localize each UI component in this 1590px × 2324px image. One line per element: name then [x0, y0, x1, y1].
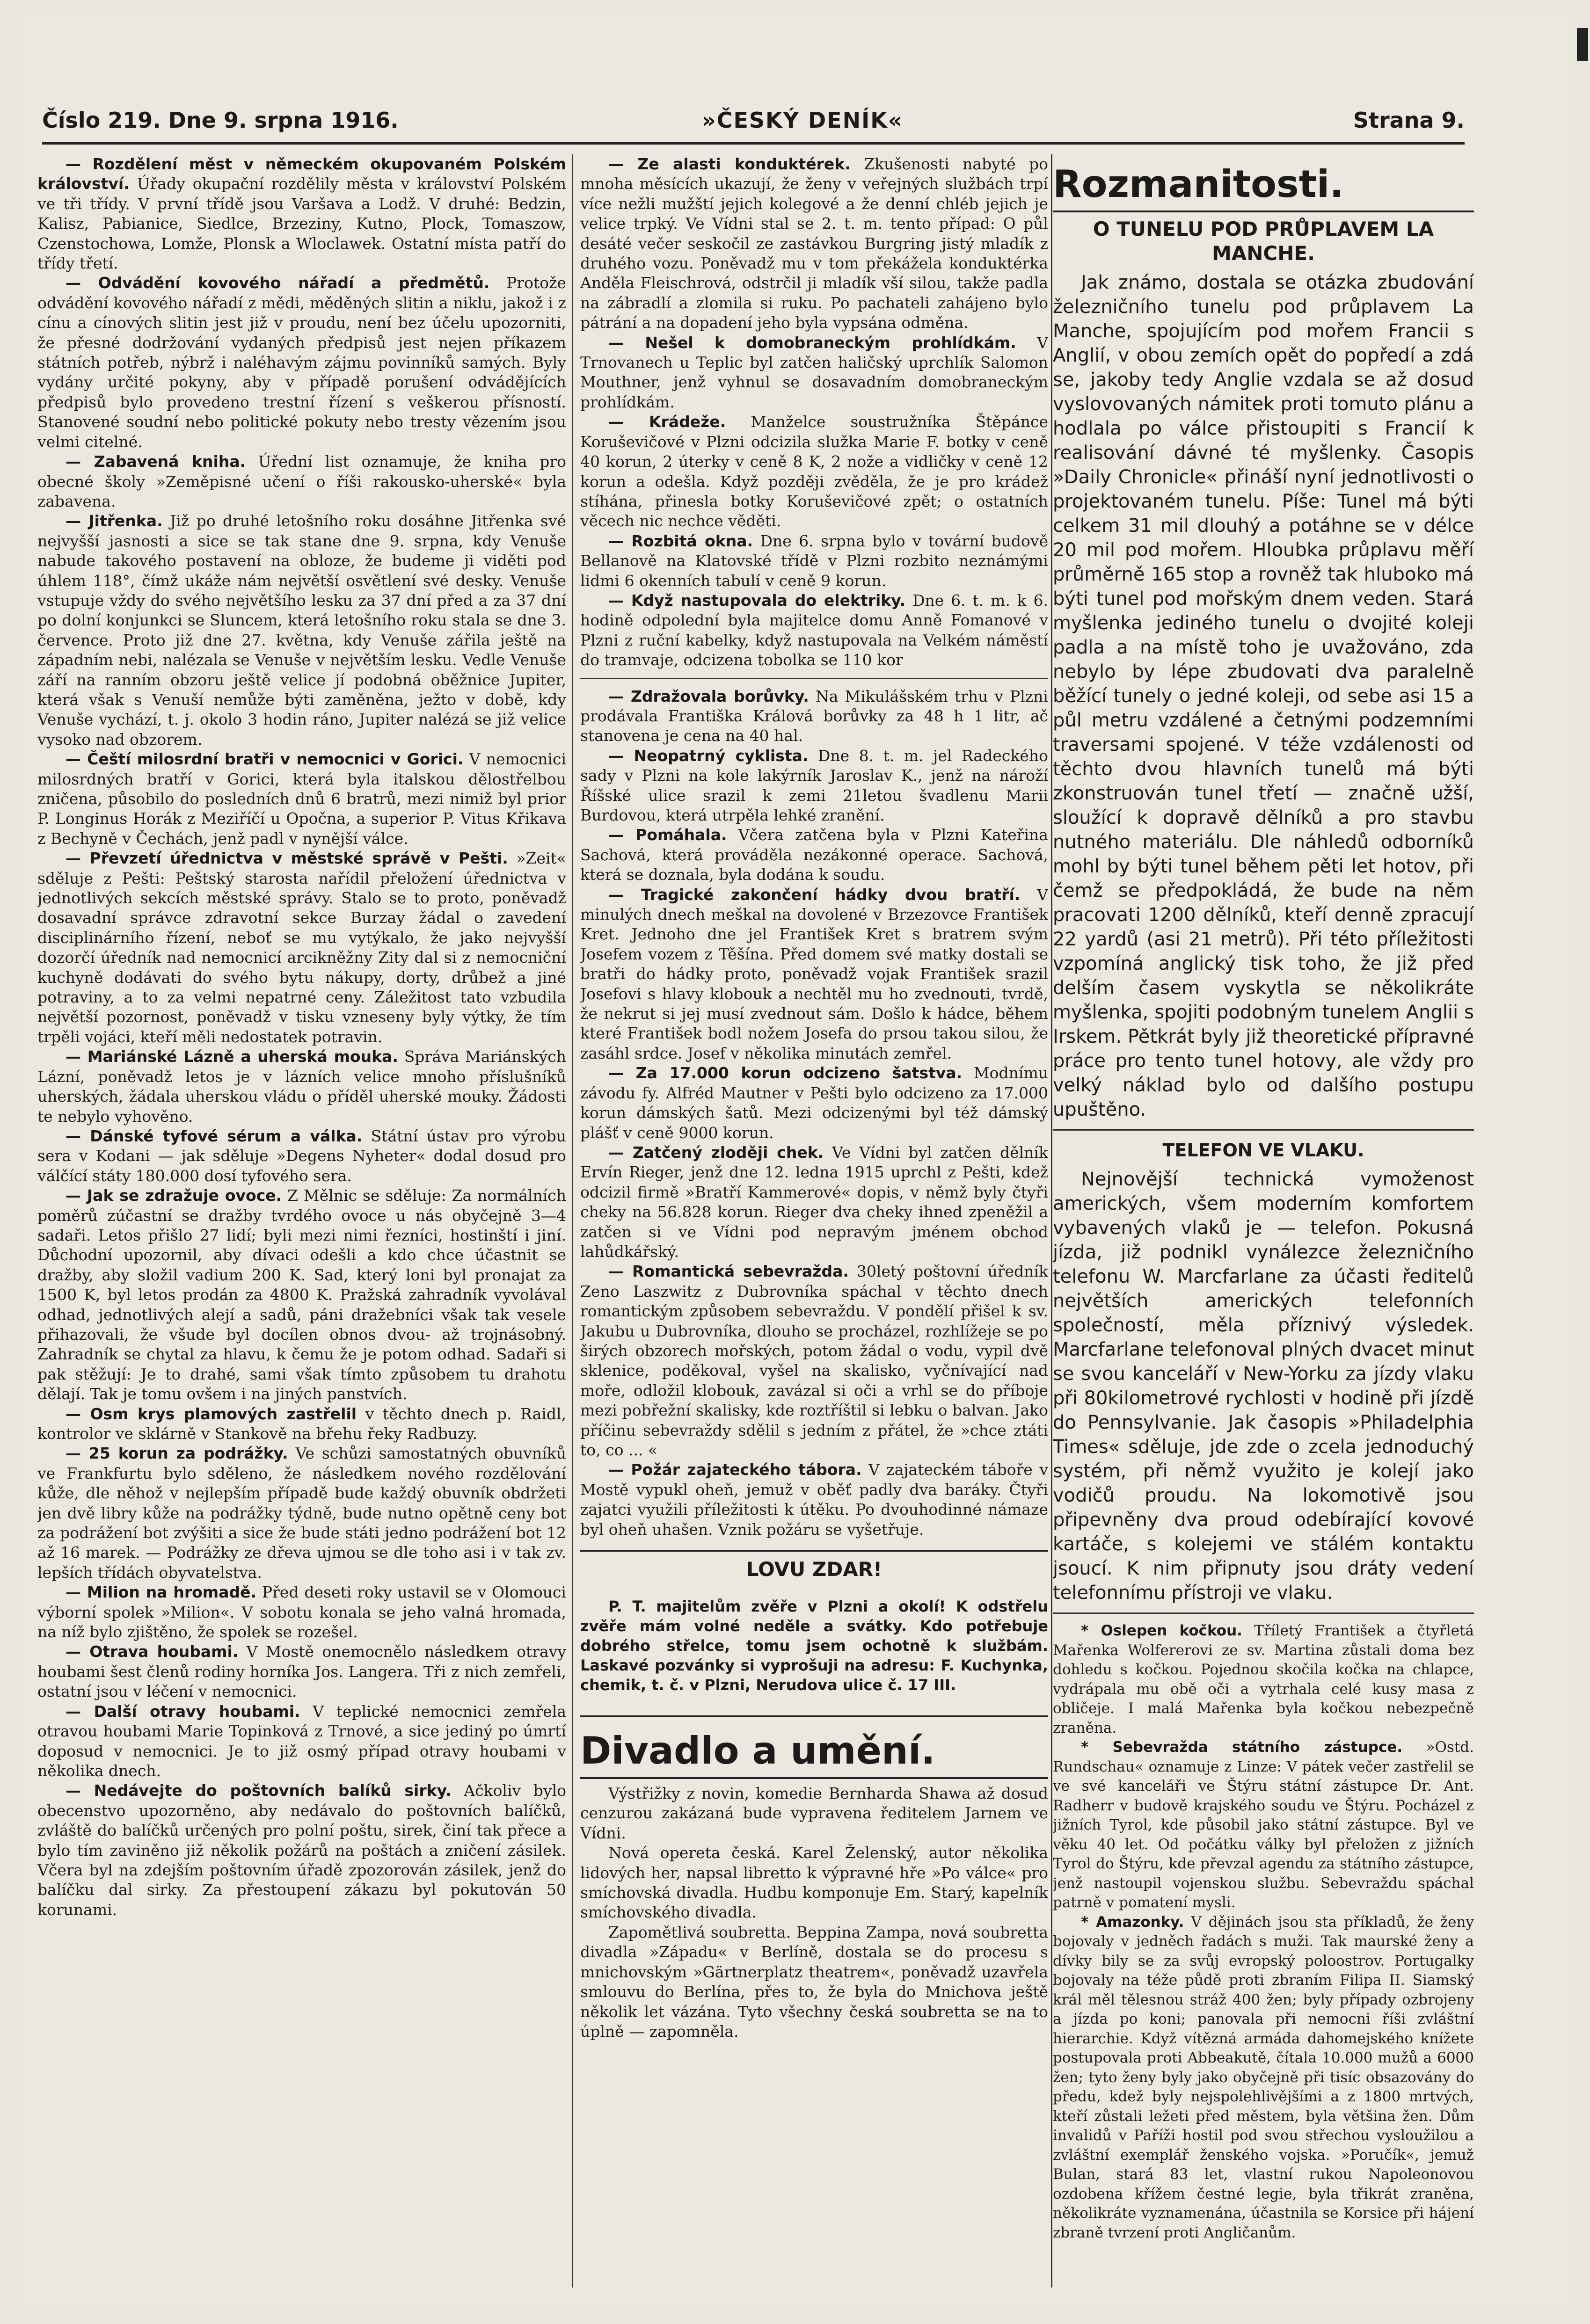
- page-header: [42, 94, 1465, 145]
- news-item-heading: — Dánské tyfové sérum a válka.: [66, 1126, 363, 1145]
- news-item: [580, 333, 1048, 413]
- news-item: [37, 1126, 566, 1186]
- news-item-heading: — Neopatrný cyklista.: [608, 746, 809, 765]
- news-item: [580, 1063, 1048, 1143]
- article-title-telephone: TELEFON VE VLAKU.: [1162, 1140, 1364, 1161]
- news-item-heading: — Osm krys plamových zastřelil: [66, 1404, 357, 1423]
- news-item-heading: — Otrava houbami.: [66, 1642, 239, 1661]
- short-news-item: [1053, 1621, 1474, 1738]
- news-item: [580, 412, 1048, 531]
- news-items-middle: [580, 154, 1048, 1540]
- news-item: [580, 825, 1048, 885]
- column-rule-2: [1051, 154, 1052, 2288]
- short-news-text: »Ostd. Rundschau« oznamuje z Linze: V pátek večer zastřelil se ve své kanceláři ve Štýru státní zástupce Dr. Ant. Radherr v budově krajského soudu ve Štýru. Pocházel z jižních Tyrol, kde působil jako státní zástupce. Byl ve věku 40 let. Od počátku války byl přeložen z jižních Tyrol do Štýru, kde převzal agendu za státního zástupce, jenž nastoupil vojenskou službu. Sebevraždu spáchal patrně v pomatení mysli.: [1053, 1739, 1474, 1911]
- news-item-heading: — Pomáhala.: [608, 826, 727, 844]
- article-divider: [1053, 1129, 1474, 1131]
- news-item-text: Na Mikulášském trhu v Plzni prodávala Františka Králová borůvky za 48 h 1 litr, ač stanovena je cena na 40 hal.: [580, 687, 1048, 745]
- short-news-heading: * Amazonky.: [1081, 1913, 1184, 1931]
- issue-date: Číslo 219. Dne 9. srpna 1916.: [42, 108, 399, 133]
- short-news-text: Tříletý František a čtyřletá Mařenka Wolfererovi ze sv. Martina zůstali doma bez dohledu s kočkou. Pojednou skočila kočka na chlapce, vydrápala mu obě oči a vytrhala celé kusy masa z obličeje. I malá Mařenka byla kočkou nebezpečně zraněna.: [1053, 1622, 1474, 1736]
- news-divider: [580, 678, 1048, 679]
- news-item: [37, 1642, 566, 1701]
- news-item: [37, 1404, 566, 1444]
- news-item-text: Manželce soustružníka Štěpánce Koruševičové v Plzni odcizila služka Marie F. botky v ceně 40 korun, 2 úterky v ceně 8 K, 2 nože a vidličky v ceně 12 korun a odešla. Když později zvěděla, že je pro krádež stíhána, přinesla botky Koruševičové zpět; o ostatních věcech nic nechce věděti.: [580, 413, 1048, 530]
- news-item: [37, 511, 566, 749]
- section-title-miscellany: Rozmanitosti.: [1053, 161, 1474, 212]
- news-item: [37, 749, 566, 849]
- news-item-heading: — Když nastupovala do elektriky.: [608, 591, 906, 610]
- article-body-telephone: Nejnovější technická vymoženost amerických, všem moderním komfortem vybavených vlaků je — telefon. Pokusná jízda, již podnikl vynálezce železničního telefonu W. Marcfarlane za účasti ředitelů největších amerických telefonních společností, měla příznivý výsledek. Marcfarlane telefonoval plných dvacet minut se svou kanceláří v New-Yorku za jízdy vlaku při 80kilometrové rychlosti v hodině při jízdě do Pennsylvanie. Jak časopis »Philadelphia Times« sděluje, jde zde o zcela jednoduchý systém, při němž využito je kolejí jako vodičů proudu. Na lokomotivě jsou připevněny dva proud odebírající kovové kartáče, s kolejemi ve stálém kontaktu jsoucí. K nim připnuty jsou dráty vedení telefonnímu přístroji ve vlaku.: [1053, 1169, 1474, 1604]
- column-rule-1: [572, 154, 573, 2288]
- news-item-text: Dne 8. t. m. jel Radeckého sady v Plzni na kole lakýrník Jaroslav K., jenž na nároží Říšské ulice srazil k zemi 21letou švadlenu Marii Burdovou, která utrpěla lehké zranění.: [580, 746, 1048, 824]
- short-news-right: [1053, 1621, 1474, 2243]
- news-item: [580, 885, 1048, 1064]
- news-item: [580, 1143, 1048, 1262]
- news-item-text: Zkušenosti nabyté po mnoha měsících ukazují, že ženy v veřejných službách trpí více nežli mužští jejich kolegové a že denní chléb jejich je velice trpký. Ve Vídni stal se 2. t. m. tento případ: O půl desáté večer seskočil ze zastávkou Burgring jistý mladík z druhého vozu. Poněvadž mu v tom překážela konduktérka Anděla Fleischrová, odstrčil ji mladík vší silou, takže padla na zábradlí a zlomila si ruku. Po pachateli zahájeno bylo pátrání a na dopadení jeho byla vypsána odměna.: [580, 155, 1048, 332]
- theatre-items: [580, 1784, 1048, 2041]
- news-item: [580, 1460, 1048, 1540]
- news-item-heading: — Požár zajateckého tábora.: [608, 1460, 862, 1479]
- news-item-text: V Mostě onemocnělo následkem otravy houbami šest členů rodiny horníka Jos. Langera. Tři z nich zemřeli, ostatní jsou v léčení v nemocnici.: [37, 1642, 566, 1701]
- news-item-text: Z Mělnic se sděluje: Za normálních poměrů zúčastní se dražby tvrdého ovoce u nás obyčejně 3—4 sadaři. Letos přišlo 27 lidí; byli mezi nimi řezníci, hostinští i jiní. Důchodní upozornil, aby dívaci odešli a kdo chce účastnit se dražby, aby složil vadium 200 K. Sad, který loni byl pronajat za 1500 K, byl letos prodán za 4800 K. Pražská zahradník vyvolával odhad, jednotlivých alejí a sadů, páni dražebníci však tak vesele přihazovali, že všude byl docílen obnos dvou- až trojnásobný. Zahradník se chytal za hlavu, k čemu že je potom odhad. Sadaři si pak stěžují: Je to drahé, sami však tímto způsobem tu drahotu dělají. Tak je tomu ovšem i na jiných panstvích.: [37, 1186, 566, 1403]
- news-item-heading: — Odvádění kovového nářadí a předmětů.: [66, 274, 490, 292]
- news-item-text: V minulých dnech meškal na dovolené v Brzezovce František Kret. Jednoho dne jel František Kret s bratrem svým Josefem vozem z Těšína. Před domem své matky dostali se bratři do hádky proto, poněvadž vojak František srazil Josefovi s hlavy klobouk a nechtěl mu ho zvednouti, tvrdě, že nekrut si jej musí zvednout sám. Došlo k hádce, během které František bodl nožem Josefa do prsou takou silou, že zasáhl srdce. Josef v několika minutách zemřel.: [580, 885, 1048, 1062]
- news-item-text: Již po druhé letošního roku dosáhne Jitřenka své nejvyšší jasnosti a sice se tak stane dne 9. srpna, kdy Venuše nabude takového postavení na obloze, že budeme ji viděti pod úhlem 118°, čímž ukáže nám největší osvětlení své desky. Venuše vstupuje vždy do svého největšího lesku za 37 dní před a za 37 dní po dolní konjunkci se Sluncem, která letošního roku stala se dne 3. července. Proto již dne 27. května, kdy Venuše zářila ještě na západním nebi, nalézala se Venuše v největším lesku. Vedle Venuše září na ranním obzoru ještě velice jí podobná oběžnice Jupiter, která však s Venuší nemůže býti zaměněna, ježto v době, kdy Venuše vychází, t. j. okolo 3 hodin ráno, Jupiter nalézá se již velice vysoko nad obzorem.: [37, 512, 566, 748]
- article-body-tunnel: Jak známo, dostala se otázka zbudování železničního tunelu pod průplavem La Manche, spojujícím pod mořem Francii s Anglií, v obou zemích opět do popředí a zdá se, jakoby tedy Anglie vzdala se až dosud vyslovovaných námitek proti tomuto plánu a hodlala po válce přistoupiti s Francií k realisování dávné té myšlenky. Časopis »Daily Chronicle« přináší nyní jednotlivosti o projektovaném tunelu. Píše: Tunel má býti celkem 31 mil dlouhý a potáhne se v délce 20 mil pod mořem. Hloubka průplavu měří průměrně 165 stop a rovněž tak hluboko má býti tunel pod mořským dnem veden. Stará myšlenka jediného tunelu o dvojité koleji padla a na místě toho je uvažováno, zda nebylo by lépe zbudovati dva paralelně běžící tunely o jedné koleji, od sebe asi 15 a půl metru vzdálené a četnými podzemními traversami spojené. V téže vzdálenosti od těchto dvou hlavních tunelů má býti zkonstruován tunel třetí — značně užší, sloužící k dopravě dělníků a pro stavbu nutného materiálu. Dle náhledů odborníků mohl by býti tunel během pěti let hotov, při čemž se předpokládá, že bude na něm pracovati 1200 dělníků, kteří denně zpracují 22 yardů (asi 21 metrů). Při této příležitosti vzpomíná anglický tisk toho, že již před delším časem vyskytla se několikráte myšlenka, spojiti podobným tunelem Anglii s Irskem. Pětkrát byly již theoretické přípravné práce pro tento tunel hotovy, ale vždy pro velký náklad bylo od dalšího postupu upuštěno.: [1053, 272, 1474, 1120]
- news-item-heading: — Romantická sebevražda.: [608, 1262, 849, 1281]
- news-item-heading: — Krádeže.: [608, 413, 726, 431]
- news-item-heading: — Milion na hromadě.: [66, 1583, 256, 1602]
- news-item: [580, 687, 1048, 746]
- news-item-text: Protože odvádění kovového nářadí z mědi, měděných slitin a niklu, jakož i z cínu a cínových slitin jest již v proudu, není bez účelu upozorniti, že přesné dodržování vydaných předpisů jest nejen příkazem státních potřeb, nýbrž i naléhavým zájmu povinníků samých. Byly vydány určité pokyny, aby v případě porušení odvádějících předpisů bylo provedeno trestní řízení s veškerou přísností. Stanovené soudní nebo politické pokuty nebo tresty vězením jsou velmi citelné.: [37, 274, 566, 451]
- news-item-text: Modnímu závodu fy. Alfréd Mautner v Pešti bylo odcizeno za 17.000 korun dámských šatů. Mezi odcizenými byl též dámský plášť v ceně 9000 korun.: [580, 1064, 1048, 1142]
- short-news-item: [1053, 1738, 1474, 1913]
- news-item-heading: — Další otravy houbami.: [66, 1702, 300, 1721]
- news-item-text: Státní ústav pro výrobu sera v Kodani — jak sděluje »Degens Nyheter« dodal dosud pro válčící státy 180.000 dosí tyfového sera.: [37, 1126, 566, 1185]
- short-news-heading: * Sebevražda státního zástupce.: [1081, 1739, 1403, 1756]
- section-title-theatre: Divadlo a umění.: [580, 1728, 1048, 1779]
- news-item-text: Dne 6. srpna bylo v tovární budově Bellanově na Klatovské třídě v Plzni rozbito neznámými lidmi 6 okenních tabulí v ceně 9 korun.: [580, 531, 1048, 590]
- news-item-heading: — Čeští milosrdní bratři v nemocnici v Gorici.: [66, 750, 464, 769]
- news-item: [580, 746, 1048, 826]
- news-item: [37, 849, 566, 1047]
- news-item: [580, 154, 1048, 333]
- header-rule: [42, 142, 1465, 145]
- news-item-heading: — Zabavená kniha.: [66, 452, 246, 471]
- news-item-text: V zajateckém táboře v Mostě vypukl oheň, jemuž v oběť padly dva baráky. Čtyři zajatci využili příležitosti k útěku. Po dvouhodinné námaze byl oheň uhašen. Vznik požáru se vyšetřuje.: [580, 1460, 1048, 1539]
- news-item-text: »Zeit« sděluje z Pešti: Peštský starosta nařídil přeložení úřednictva v jednotlivých sekcích městské správy. Stalo se to proto, poněvadž dosavadní správce zdravotní sekce Burzay žádal o zavedení disciplinárního řízení, neboť se mu vytýkalo, že jako nejvyšší dozorčí úředník nad nemocnicí arcikněžny Zity dal si z nemocniční kuchyně dodávati do svého bytu nákupy, dorty, drůbež a jiné potraviny, a to za velmi nepatrné ceny. Záležitost tato vzbudila největší pozornost, poněvadž v tisku vzneseny byly výtky, že tím trpěli vojáci, kteří měli nedostatek potravin.: [37, 849, 566, 1046]
- column-left: [37, 154, 566, 2288]
- theatre-item: Výstřižky z novin, komedie Bernharda Shawa až dosud cenzurou zakázaná bude vypravena ředitelem Jarnem ve Vídni.: [580, 1784, 1048, 1842]
- news-item-text: Ve schůzi samostatných obuvníků ve Frankfurtu bylo sděleno, že následkem nového rozdělování kůže, dle něhož v nejlepším případě bude každý obuvník obdržeti jen dvě libry kůže na podrážky týdně, bude nutno opětně ceny bot za podrážení bot zvýšiti a sice že bude státi jedno podrážení bot 12 až 16 marek. — Podrážky ze dřeva ujmou se dle toho asi i v tak zv. lepších třídách obyvatelstva.: [37, 1444, 566, 1582]
- advertisement: [580, 1550, 1048, 1717]
- news-item-text: Včera zatčena byla v Plzni Kateřina Sachová, která prováděla nezákonné operace. Sachová, která se doznala, byla dodána k soudu.: [580, 826, 1048, 884]
- news-item-heading: — Za 17.000 korun odcizeno šatstva.: [608, 1064, 963, 1082]
- news-item-text: 30letý poštovní úředník Zeno Laszwitz z Dubrovníka spáchal v těchto dnech romantickým způsobem sebevraždu. V pondělí přišel k sv. Jakubu u Dubrovníka, dlouho se procházel, rozhlížeje se po širých obzorech mořských, potom žádal o vodu, vypil dvě sklenice, poděkoval, vyšel na skalisko, vyčnívající nad moře, odložil klobouk, zavázal si oči a vrhl se do příboje mezi pobřežní skalisky, kde roztříštil si lebku o balvan. Jako příčinu sebevraždy sdělil s jedním z přátel, že »chce ztáti to, co ... «: [580, 1262, 1048, 1459]
- short-news-text: V dějinách jsou sta příkladů, že ženy bojovaly v jedněch řadách s muži. Tak maurské ženy a dívky bily se za svůj evropský poloostrov. Portugalky bojovaly na téže půdě proti zbraním Filipa II. Siamský král měl tělesnou stráž 400 žen; byly případy ozbrojeny a jízda po koni; panovala při nemocni říši zvláštní hierarchie. Když vítězná armáda dahomejského knížete postupovala proti Abbeakutě, čítala 10.000 mužů a 6000 žen; tyto ženy byly jako obyčejně při tisíc obsazovány do předu, kdež byly nejspolehlivějšími a z 1800 mrtvých, kteří zůstali ležeti před městem, byla většina žen. Dům invalidů v Paříži hostil pod svou střechou vysloužilou a zvláštní exemplář ženského vojska. »Poručík«, jemuž Bulan, stará 83 let, vlastní rukou Napoleonovou ozdobena křížem čestné legie, byla třikrát zraněna, několikráte vyznamenána, účastnila se Korsice při hájení zbraně tvrzení proti Angličanům.: [1053, 1913, 1474, 2241]
- ad-title: LOVU ZDAR!: [746, 1558, 883, 1581]
- news-item-heading: — Mariánské Lázně a uherská mouka.: [66, 1047, 398, 1066]
- news-item: [580, 591, 1048, 670]
- news-item: [37, 1781, 566, 1920]
- news-item-heading: — Rozbitá okna.: [608, 531, 753, 550]
- news-item-heading: — Tragické zakončení hádky dvou bratří.: [608, 885, 1021, 904]
- news-item-text: Úřady okupační rozdělily města v království Polském ve tři třídy. V první třídě jsou Varšava a Lodž. V druhé: Bedzin, Kalisz, Pabianice, Siedlce, Brzeziny, Kutno, Plock, Tomaszow, Czenstochowa, Lomže, Plonsk a Wloclawek. Ostatní místa patří do třídy třetí.: [37, 174, 566, 273]
- news-item-heading: — Jitřenka.: [66, 512, 163, 530]
- news-item-heading: — Převzetí úřednictva v městské správě v Pešti.: [66, 849, 508, 868]
- news-item: [37, 273, 566, 452]
- news-item-text: V nemocnici milosrdných bratří v Gorici, která byla italskou dělostřelbou zničena, působilo do posledních dnů 6 bratrů, mezi nimiž byl prior P. Longinus Horák z Meziříčí u Opočna, a superior P. Vitus Křikava z Bechyně v Čechách, jenž padl v nynější válce.: [37, 750, 566, 848]
- news-item-text: V Trnovanech u Teplic byl zatčen haličský uprchlík Salomon Mouthner, jenž vyhnul se dosavadním domobraneckým prohlídkám.: [580, 333, 1048, 411]
- news-item-text: Dne 6. t. m. k 6. hodině odpolední byla majitelce domu Anně Fomanové v Plzni z ruční kabelky, když nastupovala na Velkém náměstí do tramvaje, odcizena tobolka se 110 kor: [580, 591, 1048, 669]
- news-item-heading: — Nedávejte do poštovních balíků sirky.: [66, 1781, 452, 1800]
- news-item-heading: — Ze alasti konduktérek.: [608, 155, 851, 173]
- news-item-text: Ačkoliv bylo obecenstvo upozorněno, aby nedávalo do poštovních balíčků, zvláště do balíčků určených pro polní poštu, sirek, činí tak přece a bylo tím zaviněno již několik požárů na poštách a zničení zásilek. Včera byl na zdejším poštovním úřadě zpozorován zásilek, jenž do balíčku dal sirky. Za přestoupení zákazu byl pokutován 50 korunami.: [37, 1781, 566, 1919]
- short-news-item: [1053, 1913, 1474, 2243]
- page-edge-mark: [1577, 28, 1588, 61]
- theatre-item: Nová opereta česká. Karel Želenský, autor několika lidových her, napsal libretto k výpravné hře »Po válce« pro smíchovská divadla. Hudbu komponuje Em. Starý, kapelník smíchovského divadla.: [580, 1844, 1048, 1922]
- news-item-heading: — Rozdělení měst v německém okupovaném Polském království.: [37, 155, 566, 193]
- news-item: [37, 1047, 566, 1126]
- news-item: [37, 1444, 566, 1583]
- article-divider: [1053, 1612, 1474, 1614]
- news-item: [37, 452, 566, 511]
- page-number: Strana 9.: [1353, 108, 1465, 133]
- column-right: [1053, 154, 1474, 2288]
- news-item-text: Před deseti roky ustavil se v Olomouci výborní spolek »Milion«. V sobotu konala se jeho valná hromada, na níž bylo zjištěno, že spolek se rozešel.: [37, 1583, 566, 1641]
- news-item-heading: — Jak se zdražuje ovoce.: [66, 1186, 282, 1205]
- news-item-heading: — Zatčený zloději chek.: [608, 1143, 824, 1162]
- news-item: [37, 154, 566, 273]
- news-item: [37, 1583, 566, 1642]
- news-item-heading: — Nešel k domobraneckým prohlídkám.: [608, 333, 1016, 352]
- newspaper-title: »ČESKÝ DENÍK«: [702, 108, 903, 133]
- article-title-tunnel: O TUNELU POD PRŮPLAVEM LA MANCHE.: [1093, 218, 1434, 265]
- news-item-heading: — 25 korun za podrážky.: [66, 1444, 288, 1463]
- news-item-text: V teplické nemocnici zemřela otravou houbami Marie Topinková z Trnové, a sice jediný po úmrtí doposud v nemocnici. Je to již osmý případ otravy houbami v několika dnech.: [37, 1702, 566, 1780]
- news-item: [37, 1186, 566, 1404]
- news-item: [37, 1702, 566, 1781]
- news-item-heading: — Zdražovala borůvky.: [608, 687, 809, 705]
- news-item-text: Úřední list oznamuje, že kniha pro obecné školy »Zeměpisné učení o říši rakousko-uherské« byla zabavena.: [37, 452, 566, 510]
- news-item: [580, 1262, 1048, 1460]
- news-item-text: Správa Mariánských Lázní, poněvadž letos je v lázních velice mnoho příslušníků uherských, žádala uherskou vládu o příděl uherské mouky. Žádosti te nebylo vyhověno.: [37, 1047, 566, 1126]
- news-item: [580, 531, 1048, 591]
- column-middle: [580, 154, 1048, 2288]
- news-item-text: v těchto dnech p. Raidl, kontrolor ve sklárně v Stankově na břehu řeky Radbuzy.: [37, 1404, 566, 1443]
- ad-body: P. T. majitelům zvěře v Plzni a okolí! K odstřelu zvěře mám volné neděle a svátky. Kdo potřebuje dobrého střelce, tomu jsem ochotně k službám. Laskavé pozvánky si vyprošuji na adresu: F. Kuchynka, chemik, t. č. v Plzni, Nerudova ulice č. 17 III.: [580, 1598, 1048, 1694]
- short-news-heading: * Oslepen kočkou.: [1081, 1622, 1242, 1639]
- news-item-text: Ve Vídni byl zatčen dělník Ervín Rieger, jenž dne 12. ledna 1915 uprchl z Pešti, kdež odcizil firmě »Bratří Kammerové« dopis, v němž byly čtyři cheky na 56.828 korun. Rieger dva cheky ihned zpeněžil a zatčen si ve Vídni pod nepravým jménem obchod lahůdkářský.: [580, 1143, 1048, 1261]
- theatre-item: Zapomětlivá soubretta. Beppina Zampa, nová soubretta divadla »Západu« v Berlíně, dostala se do procesu s mnichovským »Gärtnerplatz theatrem«, poněvadž uzavřela smlouvu do Berlína, přes to, že byla do Mnichova ještě několik let vázána. Tyto všechny česká soubretta se na to úplně — zapomněla.: [580, 1923, 1048, 2041]
